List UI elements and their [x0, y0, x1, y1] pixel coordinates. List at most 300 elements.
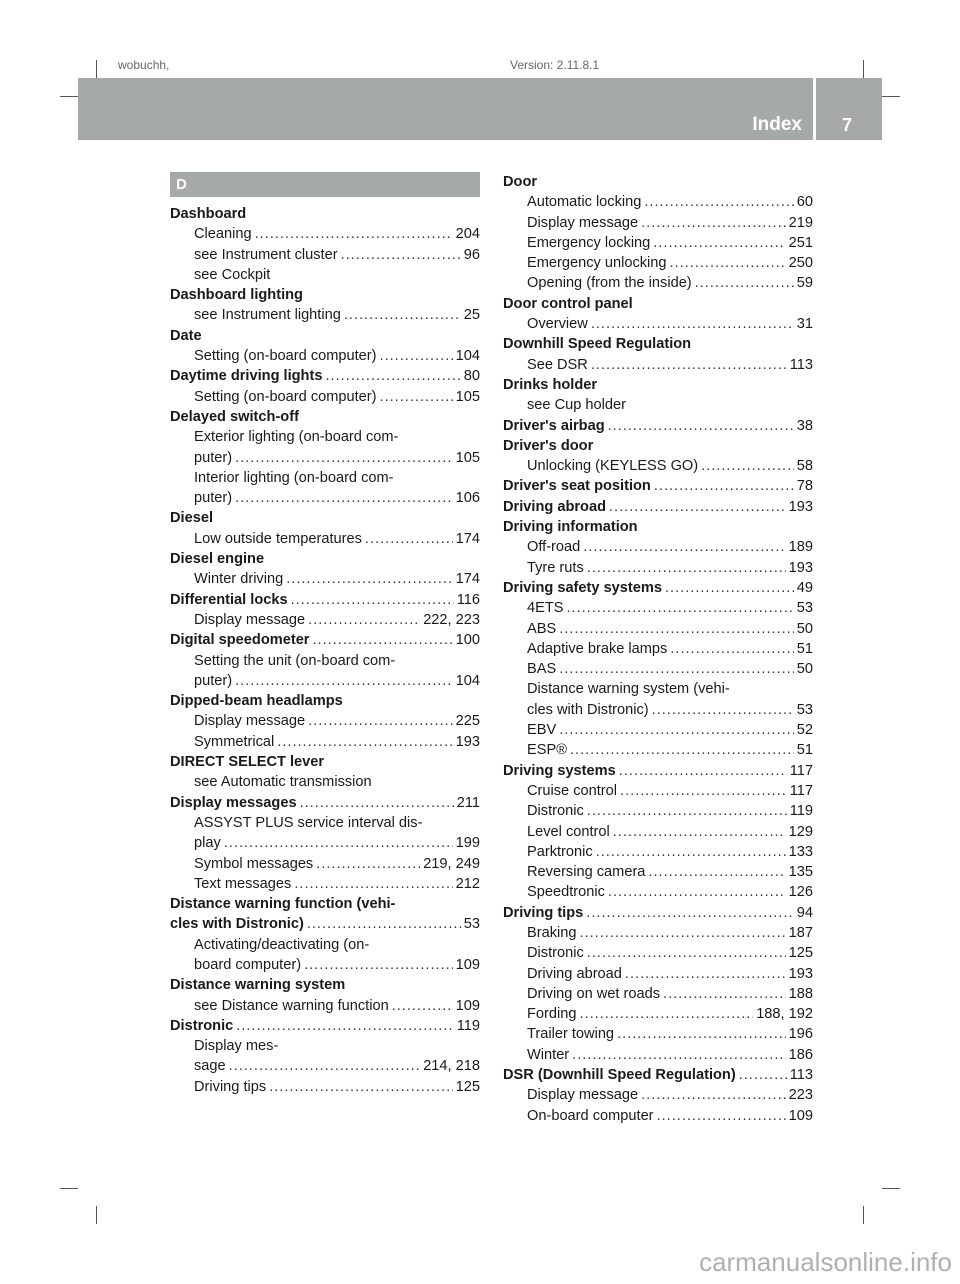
index-subentry	[503, 1024, 813, 1044]
index-subentry	[170, 833, 480, 853]
index-subentry	[170, 874, 480, 894]
entry-term: Distronic	[170, 1017, 234, 1034]
index-list-right	[503, 172, 813, 1126]
index-subentry	[170, 1036, 480, 1056]
dot-leader	[620, 781, 787, 801]
dot-leader	[579, 1004, 753, 1024]
dot-leader	[255, 224, 453, 244]
dot-leader	[608, 882, 786, 902]
index-subentry	[170, 955, 480, 975]
index-subentry	[503, 253, 813, 273]
entry-page: 25	[463, 307, 480, 324]
index-subentry	[503, 923, 813, 943]
entry-term: Reversing camera	[527, 864, 646, 881]
entry-page: 212	[455, 875, 480, 892]
entry-page: 174	[455, 530, 480, 547]
entry-page: 129	[788, 823, 813, 840]
dot-leader	[300, 793, 454, 813]
entry-term: Symmetrical	[194, 733, 275, 750]
index-entry	[170, 975, 480, 995]
entry-term: puter)	[194, 672, 233, 689]
index-subentry	[503, 822, 813, 842]
entry-term: Driver's seat position	[503, 478, 651, 495]
entry-term: Winter	[527, 1046, 570, 1063]
entry-term: board computer)	[194, 956, 302, 973]
entry-page: 60	[796, 194, 813, 211]
index-subentry	[503, 882, 813, 902]
entry-term: Symbol messages	[194, 855, 314, 872]
dot-leader	[625, 964, 786, 984]
dot-leader	[325, 366, 460, 386]
index-entry	[503, 436, 813, 456]
index-entry	[503, 375, 813, 395]
index-entry	[170, 285, 480, 305]
index-entry	[170, 366, 480, 386]
index-subentry	[503, 659, 813, 679]
entry-term: Display message	[194, 713, 306, 730]
entry-page: 119	[789, 803, 813, 820]
crop-mark	[60, 1188, 78, 1189]
entry-term: Driver's airbag	[503, 417, 605, 434]
entry-page: 78	[796, 478, 813, 495]
entry-term: Display mes-	[194, 1038, 279, 1055]
index-subentry	[170, 488, 480, 508]
entry-term: Overview	[527, 316, 588, 333]
index-subentry	[503, 964, 813, 984]
entry-page: 117	[789, 762, 813, 779]
entry-term: Driving on wet roads	[527, 985, 661, 1002]
entry-term: Adaptive brake lamps	[527, 640, 668, 657]
dot-leader	[665, 578, 794, 598]
index-entry	[503, 1065, 813, 1085]
index-subentry	[503, 862, 813, 882]
entry-term: Downhill Speed Regulation	[503, 336, 692, 353]
entry-page: 250	[788, 255, 813, 272]
index-subentry	[170, 448, 480, 468]
entry-page: 104	[455, 672, 480, 689]
dot-leader	[586, 903, 793, 923]
entry-term: sage	[194, 1058, 226, 1075]
dot-leader	[587, 943, 786, 963]
index-entry	[503, 172, 813, 192]
entry-page: 211	[456, 794, 480, 811]
dot-leader	[380, 346, 453, 366]
entry-page: 204	[455, 226, 480, 243]
entry-page: 100	[455, 632, 480, 649]
entry-term: Driving systems	[503, 762, 616, 779]
header-divider	[813, 78, 816, 140]
index-subentry	[503, 740, 813, 760]
index-subentry	[170, 224, 480, 244]
index-subentry	[503, 943, 813, 963]
entry-page: 50	[796, 620, 813, 637]
index-subentry	[170, 245, 480, 265]
index-entry	[170, 793, 480, 813]
entry-term: Low outside temperatures	[194, 530, 362, 547]
entry-page: 113	[789, 356, 813, 373]
dot-leader	[304, 955, 453, 975]
dot-leader	[572, 1045, 785, 1065]
entry-page: 51	[796, 640, 813, 657]
dot-leader	[235, 448, 453, 468]
entry-term: Interior lighting (on-board com-	[194, 469, 394, 486]
index-subentry	[170, 468, 480, 488]
entry-page: 193	[788, 559, 813, 576]
entry-term: see Instrument lighting	[194, 307, 341, 324]
entry-term: Dashboard lighting	[170, 287, 303, 304]
crop-mark	[882, 1188, 900, 1189]
entry-term: Cruise control	[527, 782, 618, 799]
entry-term: Date	[170, 327, 202, 344]
entry-term: Trailer towing	[527, 1026, 615, 1043]
entry-term: see Automatic transmission	[194, 774, 372, 791]
index-subentry	[503, 598, 813, 618]
index-subentry	[170, 346, 480, 366]
entry-term: Diesel engine	[170, 551, 265, 568]
entry-term: Digital speedometer	[170, 632, 310, 649]
dot-leader	[653, 233, 785, 253]
entry-page: 119	[456, 1017, 480, 1034]
index-subentry	[503, 456, 813, 476]
index-entry	[503, 761, 813, 781]
entry-page: 109	[788, 1107, 813, 1124]
index-entry	[170, 914, 480, 934]
dot-leader	[657, 1106, 786, 1126]
index-entry	[170, 549, 480, 569]
dot-leader	[229, 1056, 421, 1076]
crop-mark	[863, 60, 864, 78]
entry-term: Drinks holder	[503, 376, 598, 393]
dot-leader	[559, 619, 794, 639]
entry-page: 59	[796, 275, 813, 292]
dot-leader	[269, 1077, 452, 1097]
dot-leader	[316, 854, 420, 874]
entry-term: see Instrument cluster	[194, 246, 338, 263]
dot-leader	[224, 833, 453, 853]
crop-mark	[882, 96, 900, 97]
entry-term: Speedtronic	[527, 884, 605, 901]
dot-leader	[567, 598, 794, 618]
entry-page: 80	[463, 368, 480, 385]
index-subentry	[170, 711, 480, 731]
entry-page: 49	[796, 579, 813, 596]
dot-leader	[344, 305, 461, 325]
entry-page: 186	[788, 1046, 813, 1063]
crop-mark	[96, 60, 97, 78]
dot-leader	[307, 914, 461, 934]
dot-leader	[608, 416, 794, 436]
entry-term: Distance warning system	[170, 977, 346, 994]
entry-term: Driving tips	[503, 904, 584, 921]
index-subentry	[503, 1045, 813, 1065]
index-subentry	[503, 192, 813, 212]
print-meta-right: Version: 2.11.8.1	[510, 58, 600, 72]
dot-leader	[670, 253, 786, 273]
entry-term: Differential locks	[170, 591, 288, 608]
index-subentry	[503, 395, 813, 415]
dot-leader	[380, 387, 453, 407]
entry-term: 4ETS	[527, 600, 564, 617]
index-column-right	[503, 172, 813, 1126]
index-subentry	[170, 813, 480, 833]
dot-leader	[617, 1024, 786, 1044]
entry-page: 135	[788, 864, 813, 881]
index-entry	[170, 407, 480, 427]
index-subentry	[170, 1056, 480, 1076]
dot-leader	[609, 497, 786, 517]
index-subentry	[170, 772, 480, 792]
dot-leader	[641, 213, 786, 233]
entry-page: 116	[456, 591, 480, 608]
entry-term: Activating/deactivating (on-	[194, 936, 370, 953]
index-subentry	[170, 935, 480, 955]
entry-page: 126	[788, 884, 813, 901]
entry-term: Driver's door	[503, 437, 594, 454]
entry-page: 196	[788, 1026, 813, 1043]
dot-leader	[591, 355, 787, 375]
dot-leader	[291, 590, 454, 610]
entry-page: 219, 249	[423, 855, 480, 872]
entry-term: See DSR	[527, 356, 588, 373]
index-list-left	[170, 204, 480, 1097]
index-subentry	[503, 1004, 813, 1024]
entry-term: cles with Distronic)	[527, 701, 649, 718]
dot-leader	[277, 732, 452, 752]
index-entry	[170, 590, 480, 610]
index-subentry	[170, 529, 480, 549]
crop-mark	[863, 1206, 864, 1224]
dot-leader	[619, 761, 787, 781]
entry-term: BAS	[527, 661, 557, 678]
entry-term: Parktronic	[527, 843, 593, 860]
index-entry	[170, 752, 480, 772]
entry-page: 193	[788, 965, 813, 982]
entry-term: see Cockpit	[194, 266, 271, 283]
dot-leader	[308, 711, 453, 731]
index-entry	[503, 416, 813, 436]
entry-term: Setting the unit (on-board com-	[194, 652, 396, 669]
entry-term: ESP®	[527, 742, 567, 759]
index-entry	[503, 578, 813, 598]
index-entry	[170, 508, 480, 528]
entry-term: DSR (Downhill Speed Regulation)	[503, 1067, 736, 1084]
entry-page: 133	[788, 843, 813, 860]
dot-leader	[587, 801, 787, 821]
index-subentry	[503, 273, 813, 293]
index-subentry	[503, 537, 813, 557]
entry-page: 104	[455, 348, 480, 365]
dot-leader	[596, 842, 786, 862]
index-subentry	[170, 610, 480, 630]
index-subentry	[503, 781, 813, 801]
entry-term: Distronic	[527, 945, 584, 962]
index-column-left	[170, 172, 480, 1097]
entry-term: DIRECT SELECT lever	[170, 754, 325, 771]
entry-term: Driving abroad	[503, 498, 606, 515]
index-subentry	[503, 639, 813, 659]
entry-term: Driving information	[503, 519, 638, 536]
dot-leader	[701, 456, 794, 476]
dot-leader	[313, 630, 453, 650]
dot-leader	[644, 192, 793, 212]
index-subentry	[170, 387, 480, 407]
entry-page: 199	[455, 835, 480, 852]
index-entry	[503, 476, 813, 496]
entry-page: 51	[796, 742, 813, 759]
entry-term: ABS	[527, 620, 557, 637]
index-subentry	[170, 732, 480, 752]
entry-term: Unlocking (KEYLESS GO)	[527, 458, 699, 475]
entry-term: play	[194, 835, 221, 852]
entry-term: puter)	[194, 490, 233, 507]
index-subentry	[503, 314, 813, 334]
entry-term: Tyre ruts	[527, 559, 584, 576]
index-entry	[503, 517, 813, 537]
print-meta-left: wobuchh,	[118, 58, 170, 72]
index-subentry	[503, 619, 813, 639]
entry-page: 223	[788, 1087, 813, 1104]
entry-term: Off-road	[527, 539, 581, 556]
index-entry	[170, 204, 480, 224]
index-subentry	[503, 679, 813, 699]
entry-page: 109	[455, 997, 480, 1014]
dot-leader	[235, 488, 453, 508]
index-entry	[170, 1016, 480, 1036]
entry-page: 31	[796, 316, 813, 333]
entry-page: 52	[796, 722, 813, 739]
entry-term: cles with Distronic)	[170, 916, 304, 933]
entry-term: Driving tips	[194, 1078, 267, 1095]
page-number: 7	[841, 115, 852, 135]
entry-term: Delayed switch-off	[170, 408, 299, 425]
entry-page: 117	[789, 782, 813, 799]
entry-page: 109	[455, 956, 480, 973]
index-entry	[170, 894, 480, 914]
entry-page: 225	[455, 713, 480, 730]
index-subentry	[503, 213, 813, 233]
entry-term: see Cup holder	[527, 397, 626, 414]
entry-term: Daytime driving lights	[170, 368, 323, 385]
dot-leader	[341, 245, 461, 265]
entry-term: Braking	[527, 924, 577, 941]
entry-page: 50	[796, 661, 813, 678]
crop-mark	[96, 1206, 97, 1224]
entry-term: Cleaning	[194, 226, 252, 243]
dot-leader	[236, 1016, 453, 1036]
index-subentry	[503, 1106, 813, 1126]
entry-page: 188, 192	[756, 1006, 813, 1023]
entry-term: Display message	[527, 1087, 639, 1104]
dot-leader	[583, 537, 785, 557]
entry-page: 187	[788, 924, 813, 941]
index-entry	[170, 691, 480, 711]
entry-term: see Distance warning function	[194, 997, 389, 1014]
dot-leader	[648, 862, 785, 882]
entry-page: 193	[455, 733, 480, 750]
index-subentry	[503, 984, 813, 1004]
entry-term: Door control panel	[503, 295, 633, 312]
index-subentry	[170, 671, 480, 691]
entry-page: 53	[796, 600, 813, 617]
header-bar	[78, 78, 882, 140]
dot-leader	[663, 984, 786, 1004]
index-subentry	[503, 355, 813, 375]
entry-page: 106	[455, 490, 480, 507]
entry-page: 53	[463, 916, 480, 933]
index-subentry	[170, 996, 480, 1016]
dot-leader	[365, 529, 453, 549]
entry-term: Winter driving	[194, 571, 284, 588]
entry-term: Emergency unlocking	[527, 255, 667, 272]
dot-leader	[613, 822, 786, 842]
index-subentry	[503, 720, 813, 740]
dot-leader	[652, 700, 794, 720]
dot-leader	[308, 610, 420, 630]
section-letter: D	[170, 172, 480, 197]
dot-leader	[670, 639, 793, 659]
crop-mark	[60, 96, 78, 97]
index-entry	[503, 334, 813, 354]
dot-leader	[591, 314, 794, 334]
index-subentry	[170, 569, 480, 589]
index-subentry	[503, 558, 813, 578]
dot-leader	[695, 273, 794, 293]
entry-page: 113	[789, 1067, 813, 1084]
index-subentry	[170, 305, 480, 325]
dot-leader	[559, 659, 794, 679]
entry-term: Dipped-beam headlamps	[170, 693, 343, 710]
dot-leader	[739, 1065, 787, 1085]
entry-term: Distance warning function (vehi-	[170, 896, 396, 913]
index-subentry	[503, 842, 813, 862]
dot-leader	[559, 720, 794, 740]
index-entry	[503, 294, 813, 314]
entry-page: 125	[455, 1078, 480, 1095]
dot-leader	[654, 476, 794, 496]
entry-page: 94	[796, 904, 813, 921]
entry-term: Emergency locking	[527, 234, 651, 251]
index-subentry	[170, 651, 480, 671]
entry-term: Level control	[527, 823, 610, 840]
entry-page: 38	[796, 417, 813, 434]
entry-page: 125	[788, 945, 813, 962]
watermark: carmanualsonline.info	[699, 1247, 952, 1277]
page-title: Index	[752, 114, 802, 135]
dot-leader	[570, 740, 794, 760]
entry-term: Text messages	[194, 875, 292, 892]
entry-term: Diesel	[170, 510, 213, 527]
index-subentry	[170, 265, 480, 285]
dot-leader	[392, 996, 453, 1016]
dot-leader	[579, 923, 785, 943]
entry-page: 96	[463, 246, 480, 263]
entry-term: Dashboard	[170, 206, 247, 222]
entry-term: Display messages	[170, 794, 297, 811]
index-subentry	[170, 1077, 480, 1097]
entry-term: ASSYST PLUS service interval dis-	[194, 814, 423, 831]
entry-term: Driving safety systems	[503, 579, 662, 596]
entry-term: EBV	[527, 722, 557, 739]
entry-term: Opening (from the inside)	[527, 275, 692, 292]
entry-page: 251	[788, 234, 813, 251]
entry-term: Setting (on-board computer)	[194, 348, 377, 365]
entry-term: Setting (on-board computer)	[194, 388, 377, 405]
index-entry	[503, 497, 813, 517]
dot-leader	[641, 1085, 786, 1105]
entry-term: Automatic locking	[527, 194, 642, 211]
index-subentry	[170, 427, 480, 447]
entry-term: Distance warning system (vehi-	[527, 681, 730, 698]
